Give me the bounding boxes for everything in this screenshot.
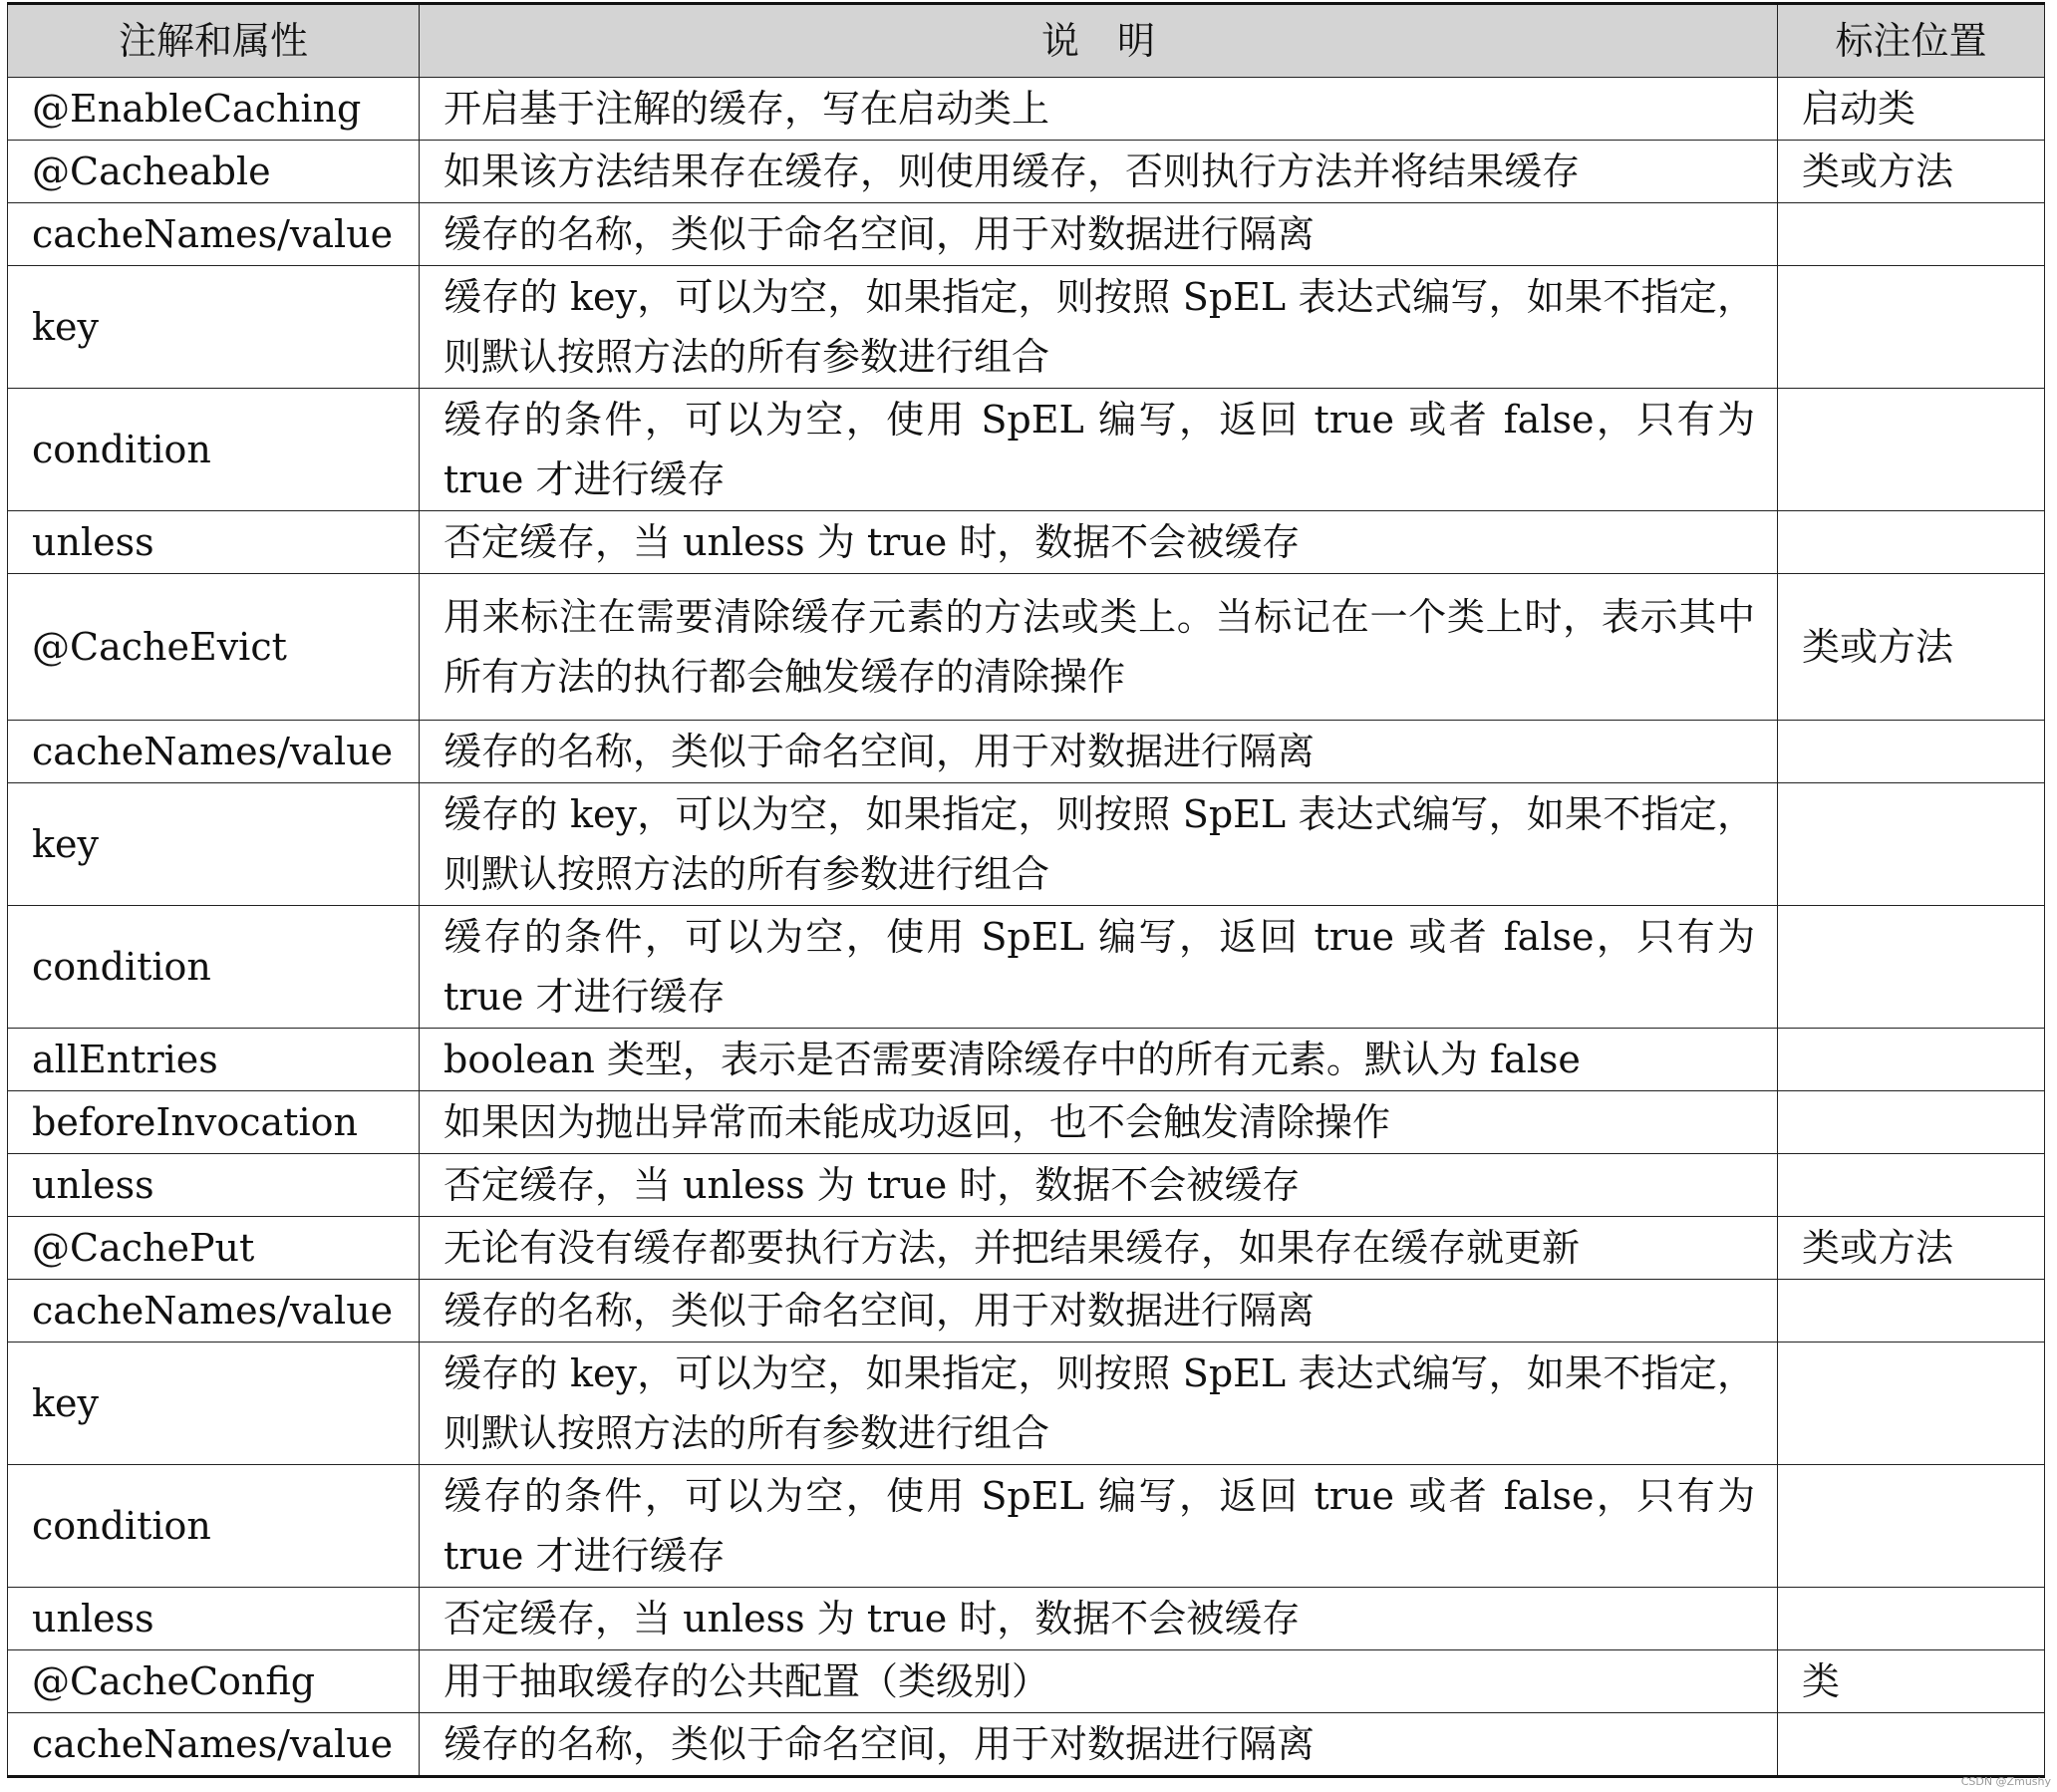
cell-description: 否定缓存，当 unless 为 true 时，数据不会被缓存 (420, 511, 1778, 574)
table-row (8, 389, 2045, 511)
table-header (8, 4, 2045, 78)
cell-description: 缓存的 key，可以为空，如果指定，则按照 SpEL 表达式编写，如果不指定，则默认按照方法的所有参数进行组合 (420, 1343, 1778, 1465)
watermark-text: CSDN @Zmushy (1960, 1775, 2051, 1788)
cell-location (1778, 721, 2045, 783)
cell-location (1778, 389, 2045, 511)
cell-name: cacheNames/value (8, 203, 420, 266)
cell-location: 类或方法 (1778, 141, 2045, 203)
cell-name: key (8, 783, 420, 906)
table-row (8, 1154, 2045, 1217)
table-row (8, 266, 2045, 389)
cell-location: 类 (1778, 1650, 2045, 1713)
cache-annotation-table (7, 2, 2045, 1778)
cell-location (1778, 1029, 2045, 1091)
cell-description: 如果该方法结果存在缓存，则使用缓存，否则执行方法并将结果缓存 (420, 141, 1778, 203)
cell-location (1778, 203, 2045, 266)
cell-name: unless (8, 511, 420, 574)
table-row (8, 1588, 2045, 1650)
cell-location (1778, 266, 2045, 389)
cell-name: key (8, 1343, 420, 1465)
header-row (8, 4, 2045, 78)
table-row (8, 511, 2045, 574)
table-row (8, 1343, 2045, 1465)
cell-name: cacheNames/value (8, 1280, 420, 1343)
cell-description: 用来标注在需要清除缓存元素的方法或类上。当标记在一个类上时，表示其中所有方法的执行都会触发缓存的清除操作 (420, 574, 1778, 721)
table-row (8, 906, 2045, 1029)
cell-location: 类或方法 (1778, 574, 2045, 721)
cell-name: condition (8, 1465, 420, 1588)
cell-location (1778, 511, 2045, 574)
cell-description: 缓存的名称，类似于命名空间，用于对数据进行隔离 (420, 1713, 1778, 1777)
cell-name: cacheNames/value (8, 721, 420, 783)
header-annotation-attribute: 注解和属性 (8, 4, 420, 78)
cell-description: 缓存的 key，可以为空，如果指定，则按照 SpEL 表达式编写，如果不指定，则默认按照方法的所有参数进行组合 (420, 783, 1778, 906)
table-body (8, 78, 2045, 1777)
table-row (8, 574, 2045, 721)
cell-location (1778, 1343, 2045, 1465)
table-row (8, 1280, 2045, 1343)
cell-description: 无论有没有缓存都要执行方法，并把结果缓存，如果存在缓存就更新 (420, 1217, 1778, 1280)
cell-description: 开启基于注解的缓存，写在启动类上 (420, 78, 1778, 141)
cell-name: unless (8, 1154, 420, 1217)
cell-name: @CacheConfig (8, 1650, 420, 1713)
cell-description: boolean 类型，表示是否需要清除缓存中的所有元素。默认为 false (420, 1029, 1778, 1091)
cell-name: condition (8, 389, 420, 511)
cell-location: 启动类 (1778, 78, 2045, 141)
cell-name: allEntries (8, 1029, 420, 1091)
cell-location (1778, 783, 2045, 906)
cell-name: @CacheEvict (8, 574, 420, 721)
cell-location (1778, 1154, 2045, 1217)
table-row (8, 721, 2045, 783)
table-row (8, 1091, 2045, 1154)
table-row (8, 783, 2045, 906)
cell-description: 缓存的名称，类似于命名空间，用于对数据进行隔离 (420, 1280, 1778, 1343)
cell-name: key (8, 266, 420, 389)
table-row (8, 78, 2045, 141)
cell-name: @Cacheable (8, 141, 420, 203)
cell-description: 否定缓存，当 unless 为 true 时，数据不会被缓存 (420, 1588, 1778, 1650)
table-row (8, 1713, 2045, 1777)
cell-location (1778, 1713, 2045, 1777)
cell-location (1778, 1465, 2045, 1588)
cell-description: 缓存的条件，可以为空，使用 SpEL 编写，返回 true 或者 false，只有为 true 才进行缓存 (420, 906, 1778, 1029)
cell-description: 缓存的 key，可以为空，如果指定，则按照 SpEL 表达式编写，如果不指定，则默认按照方法的所有参数进行组合 (420, 266, 1778, 389)
cell-name: unless (8, 1588, 420, 1650)
cell-name: @EnableCaching (8, 78, 420, 141)
cell-description: 如果因为抛出异常而未能成功返回，也不会触发清除操作 (420, 1091, 1778, 1154)
cell-name: cacheNames/value (8, 1713, 420, 1777)
cell-name: condition (8, 906, 420, 1029)
cell-description: 否定缓存，当 unless 为 true 时，数据不会被缓存 (420, 1154, 1778, 1217)
cell-location (1778, 1280, 2045, 1343)
cell-location: 类或方法 (1778, 1217, 2045, 1280)
table-row (8, 1650, 2045, 1713)
header-description: 说 明 (420, 4, 1778, 78)
cell-location (1778, 1588, 2045, 1650)
cell-description: 缓存的条件，可以为空，使用 SpEL 编写，返回 true 或者 false，只有为 true 才进行缓存 (420, 1465, 1778, 1588)
cell-name: @CachePut (8, 1217, 420, 1280)
cell-description: 缓存的条件，可以为空，使用 SpEL 编写，返回 true 或者 false，只有为 true 才进行缓存 (420, 389, 1778, 511)
table-row (8, 1029, 2045, 1091)
table-row (8, 1217, 2045, 1280)
cell-description: 缓存的名称，类似于命名空间，用于对数据进行隔离 (420, 203, 1778, 266)
header-location: 标注位置 (1778, 4, 2045, 78)
cell-description: 缓存的名称，类似于命名空间，用于对数据进行隔离 (420, 721, 1778, 783)
annotation-table-container (7, 2, 2044, 1778)
table-row (8, 1465, 2045, 1588)
cell-description: 用于抽取缓存的公共配置（类级别） (420, 1650, 1778, 1713)
table-row (8, 141, 2045, 203)
cell-location (1778, 906, 2045, 1029)
table-row (8, 203, 2045, 266)
cell-name: beforeInvocation (8, 1091, 420, 1154)
cell-location (1778, 1091, 2045, 1154)
